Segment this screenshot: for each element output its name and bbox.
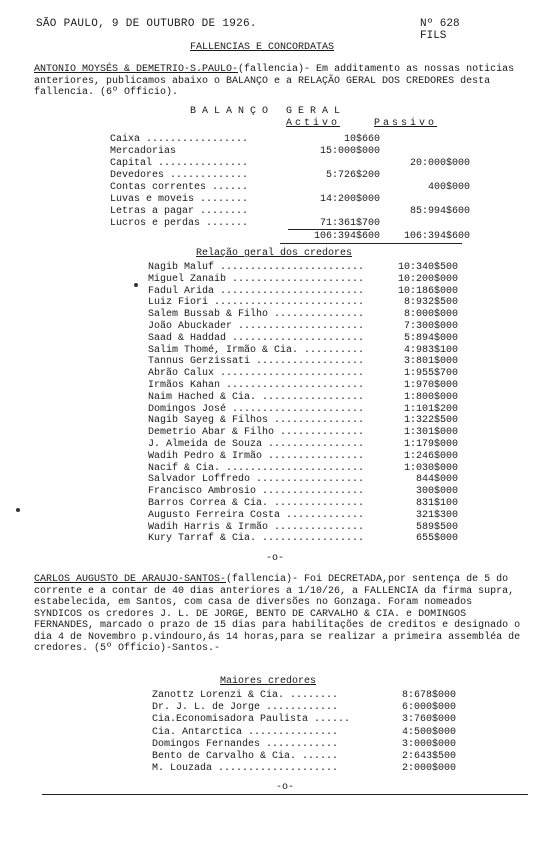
credor-name: Nagib Maluf ........................ [148,262,365,273]
credor-name: Salem Bussab & Filho ............... [148,309,365,321]
credor-row [148,486,458,498]
maior-credor-row [152,739,456,751]
credor-row [148,463,458,475]
page-number-line2: FILS [420,30,447,42]
article1-text: (fallencia)- Em additamento as nossas noticias anteriores, publicamos abaixo o BALANÇO e a RELAÇÃO GERAL DOS CREDORES desta fallencia. (6º Officio). [34,64,515,98]
credor-row [148,380,458,392]
balanco-row [110,134,470,146]
credor-name: Demetrio Abar & Filho .............. [148,427,365,439]
maior-credor-value: 8:678$000 [401,690,456,701]
credor-row [148,533,458,545]
credor-row [148,286,458,298]
credor-name: Kury Tarraf & Cia. ................. [148,533,365,545]
credor-row [148,297,458,309]
article2-heading: CARLOS AUGUSTO DE ARAUJO-SANTOS- [34,574,227,585]
balanco-row [110,206,470,218]
credor-name: Miguel Zanaib ...................... [148,273,365,285]
credor-name: Salim Thomé, Irmão & Cia. .......... [148,344,365,356]
balanco-passivo-value: 400$000 [427,182,470,193]
maior-credor-row [152,690,456,702]
article1-heading: ANTONIO MOYSÉS & DEMETRIO-S.PAULO- [34,64,239,75]
credor-name: Tannus Gerzissati .................. [148,356,365,368]
credor-value: 1:101$200 [403,403,458,415]
maior-credor-row [152,751,456,763]
balanco-row [110,170,470,182]
credor-value: 10:186$000 [397,285,458,297]
article1-paragraph [34,64,524,99]
maiores-title: Maiores credores [220,676,317,687]
credor-name: Salvador Loffredo .................. [148,474,365,486]
credores-title: Relação geral dos credores [196,248,353,259]
credor-value: 589$500 [415,521,458,533]
credor-value: 5:894$000 [403,332,458,344]
balanco-activo-value: 10$660 [343,134,380,145]
balanco-label: Caixa ................. [110,134,249,145]
balanco-title: BALANÇO GERAL [190,106,347,117]
dateline: SÃO PAULO, 9 DE OUTUBRO DE 1926. [36,18,257,30]
credor-value: 300$000 [415,486,458,498]
maior-credor-value: 4:500$000 [401,726,456,738]
credor-row [148,274,458,286]
credor-name: J. Almeida de Souza ................ [148,439,365,450]
credor-row [148,392,458,404]
maior-credor-row [152,727,456,739]
credor-value: 655$000 [415,533,458,545]
passivo-column-header: Passivo [374,118,438,129]
credor-name: João Abuckader ..................... [148,321,365,332]
maior-credor-name: M. Louzada .................... [152,763,339,775]
credor-value: 1:322$500 [403,415,458,427]
credor-name: Augusto Ferreira Costa ............. [148,509,365,521]
total-passivo: 106:394$600 [403,231,470,242]
credor-row [148,321,458,333]
credor-value: 844$000 [415,474,458,486]
activo-column-header: Activo [286,118,341,129]
credor-row [148,309,458,321]
credor-row [148,427,458,439]
credor-value: 4:983$100 [403,344,458,356]
balanco-label: Letras a pagar ........ [110,206,249,217]
credor-name: Fadul Arida ........................ [148,285,365,297]
credor-value: 10:340$500 [397,262,458,273]
balanco-label: Luvas e moveis ........ [110,194,249,205]
balanco-activo-value: 5:726$200 [325,170,380,181]
maior-credor-name: Bento de Carvalho & Cia. ...... [152,751,339,762]
balanco-label: Devedores ............. [110,170,249,181]
credor-name: Francisco Ambrosio ................. [148,486,365,498]
credor-row [148,522,458,534]
balanco-total-row [110,231,470,243]
maior-credor-name: Cia.Economisadora Paulista ...... [152,714,351,726]
total-activo: 106:394$600 [313,231,380,242]
balanco-passivo-value: 20:000$000 [409,158,470,169]
maior-credor-value: 2:643$500 [401,751,456,762]
margin-dot [16,508,20,512]
maior-credor-name: Cia. Antarctica ............... [152,726,339,738]
credor-row [148,356,458,368]
balanco-label: Lucros e perdas ....... [110,218,249,229]
balanco-row [110,194,470,206]
balanco-label: Capital ............... [110,158,249,169]
balanco-row [110,158,470,170]
credor-name: Wadih Pedro & Irmão ................ [148,450,365,462]
credor-row [148,474,458,486]
credor-row [148,498,458,510]
credor-name: Wadih Harris & Irmão ............... [148,521,365,533]
maior-credor-row [152,763,456,775]
maior-credor-value: 6:000$000 [401,702,456,714]
credor-name: Nagib Sayeg & Filhos ............... [148,415,365,427]
margin-dot [134,283,138,287]
credor-value: 8:932$500 [403,297,458,309]
credor-row [148,415,458,427]
balanco-activo-value: 14:200$000 [319,194,380,205]
credor-value: 831$100 [415,498,458,509]
bottom-rule [42,794,528,795]
maior-credor-row [152,702,456,714]
credor-value: 321$300 [415,509,458,521]
credor-value: 10:200$000 [397,273,458,285]
balanco-row [110,182,470,194]
credor-row [148,439,458,451]
credor-row [148,333,458,345]
credor-name: Barros Correa & Cia. ............... [148,498,365,509]
credor-name: Irmãos Kahan ....................... [148,380,365,391]
maior-credor-value: 2:000$000 [401,763,456,775]
article2-paragraph [34,574,524,655]
balanco-activo-value: 71:361$700 [319,218,380,229]
credor-value: 1:955$700 [403,368,458,380]
maior-credor-name: Dr. J. L. de Jorge ............ [152,702,339,714]
maior-credor-value: 3:760$000 [401,714,456,726]
credor-value: 1:246$000 [403,450,458,462]
credor-name: Abrão Calux ........................ [148,368,365,380]
section-title: FALLENCIAS E CONCORDATAS [190,42,335,53]
credores-separator: -o- [265,553,284,564]
credor-row [148,368,458,380]
credor-value: 7:300$000 [403,321,458,332]
credor-value: 1:030$000 [403,462,458,474]
credor-name: Luiz Fiori ......................... [148,297,365,309]
credor-row [148,510,458,522]
page-number-line1: Nº 628 [420,18,460,30]
credor-value: 3:801$000 [403,356,458,368]
article2-text: (fallencia)- Foi DECRETADA,por sentença de 5 do corrente e a contar de 40 dias anteriores a 1/10/26, a FALLENCIA da firma supra, estabelecida, em Santos, com casa de diversões no Gonzaga. Foram nomeados SYNDICOS os credores J. L. DE JORGE, BENTO DE CARVALHO & CIA. e DOMINGOS FERNANDES, marcado o prazo de 15 dias para habilitações de creditos e designado o dia 4 de Novembro p.vindouro,ás 14 horas,para se realizar a primeira assembléa de credores. (5º Officio)-Santos.- [34,574,521,654]
credor-row [148,262,458,274]
credor-name: Nacif & Cia. ....................... [148,462,365,474]
balanco-label: Contas correntes ...... [110,182,249,193]
credor-name: Naim Hached & Cia. ................. [148,391,365,403]
total-rule [280,243,462,244]
credor-name: Saad & Haddad ...................... [148,332,365,344]
page-number [420,18,460,42]
balanco-activo-value: 15:000$000 [319,146,380,157]
credor-value: 1:301$000 [403,427,458,439]
credor-value: 1:970$000 [403,380,458,391]
maior-credor-row [152,714,456,726]
credor-row [148,404,458,416]
credor-value: 1:179$000 [403,439,458,450]
maiores-separator: -o- [275,782,294,793]
credor-value: 1:800$000 [403,391,458,403]
credor-value: 8:000$000 [403,309,458,321]
balanco-label: Mercadorias [110,146,177,157]
credor-row [148,451,458,463]
credor-row [148,345,458,357]
maior-credor-name: Domingos Fernandes ............ [152,738,339,750]
maior-credor-value: 3:000$000 [401,738,456,750]
activo-subtotal-rule [288,229,370,230]
balanco-passivo-value: 85:994$600 [409,206,470,217]
balanco-row [110,146,470,158]
maior-credor-name: Zanottz Lorenzi & Cia. ........ [152,690,339,701]
credor-name: Domingos José ...................... [148,403,365,415]
